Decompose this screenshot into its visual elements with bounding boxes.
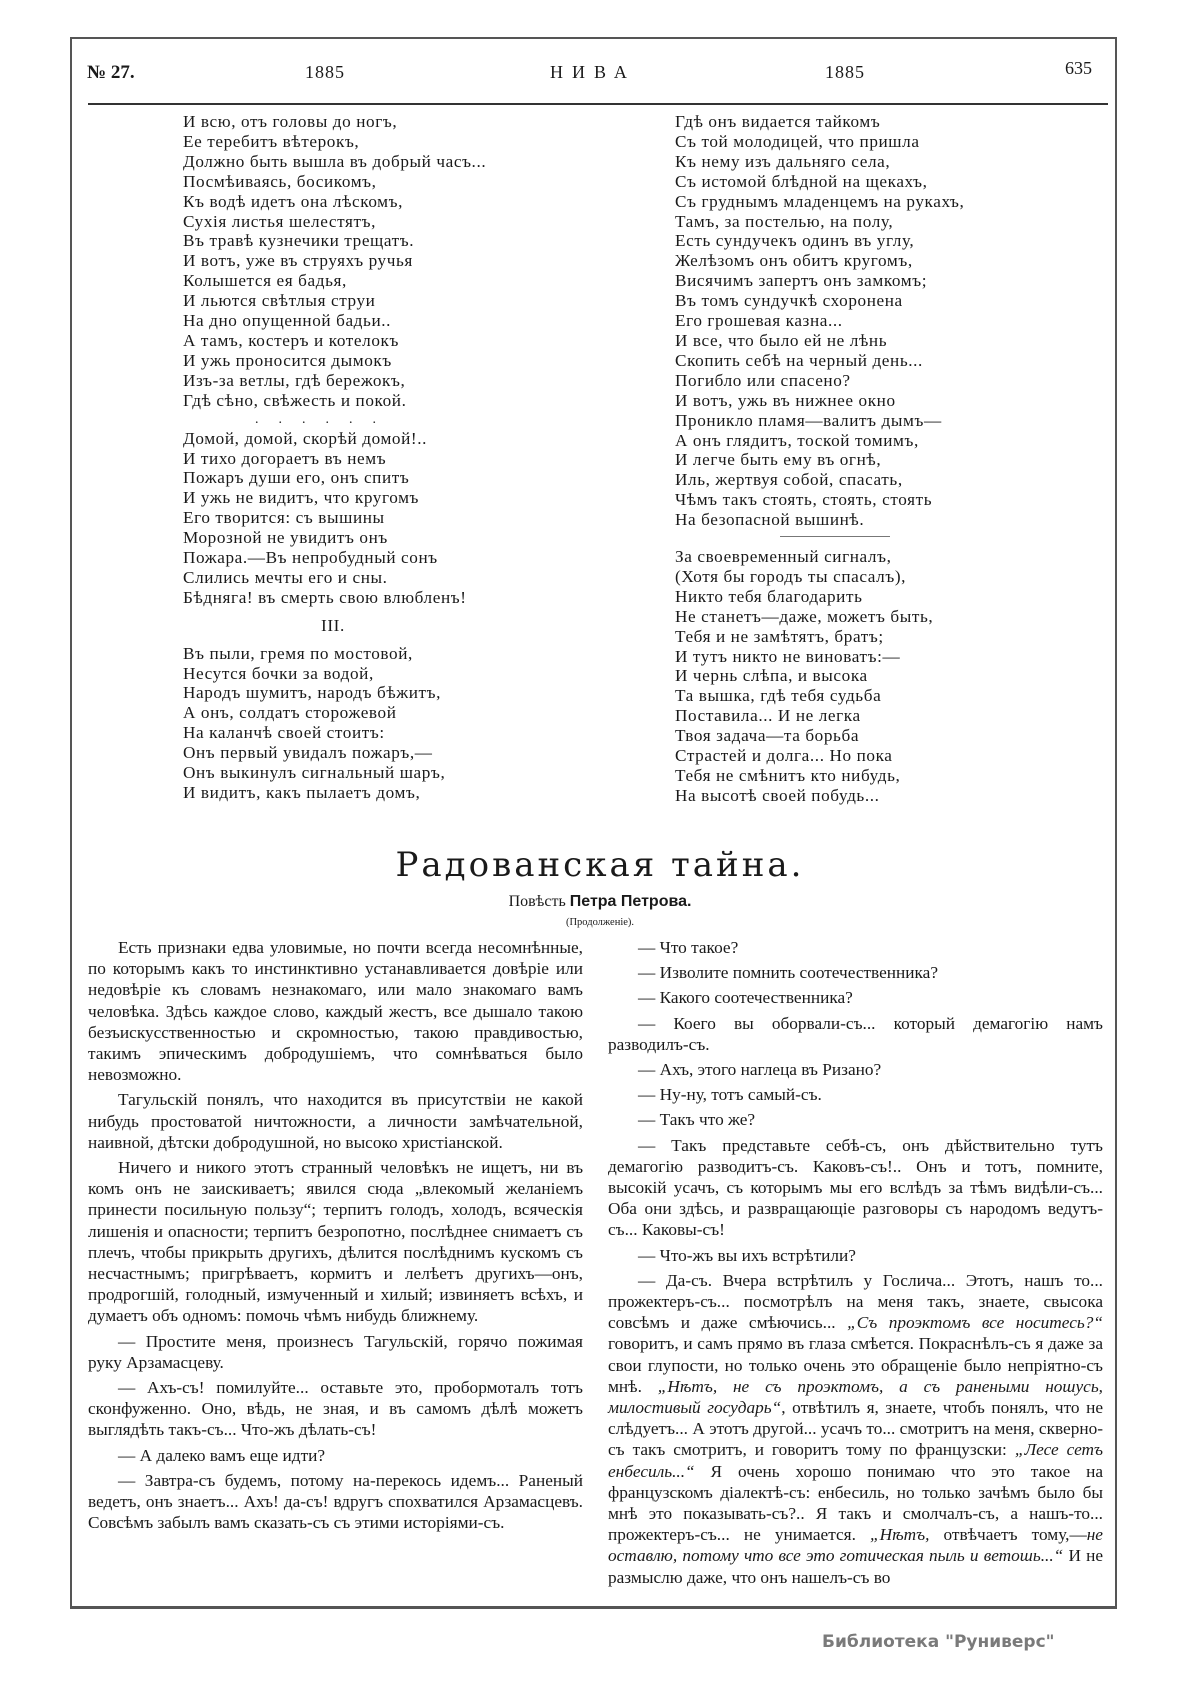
paragraph-text: И не размыслю даже, что онъ нашелъ-съ во (608, 1546, 1103, 1587)
story-paragraph (88, 1331, 583, 1373)
italic-quote: „Съ проэктомъ все носитесь?“ (847, 1313, 1103, 1333)
poem-line: Онъ выкинулъ сигнальный шаръ, (183, 763, 446, 783)
story-paragraph (88, 1157, 583, 1327)
poem-line: Гдѣ сѣно, свѣжесть и покой. (183, 390, 407, 410)
paragraph-text: Тагульскій понялъ, что находится въ присутствіи не какой нибудь простоватой ничтожности, а личности замѣчательной, наивной, дѣтски добродушной, но высоко христіанской. (88, 1090, 583, 1152)
poem-line: Посмѣиваясь, босикомъ, (183, 171, 377, 191)
section-numeral: III. (321, 615, 345, 635)
poem-line: Иль, жертвуя собой, спасать, (675, 470, 903, 490)
page-number: 635 (1065, 58, 1092, 78)
poem-line: Ее теребитъ вѣтерокъ, (183, 131, 360, 151)
poem-line: Проникло пламя—валитъ дымъ— (675, 410, 942, 430)
story-paragraph (88, 937, 583, 1085)
poem-line: И чернь слѣпа, и высока (675, 666, 868, 686)
story-paragraph (88, 1089, 583, 1153)
poem-line: И тихо догораетъ въ немъ (183, 448, 387, 468)
story-paragraph (608, 937, 1103, 958)
story-paragraph (88, 1377, 583, 1441)
paragraph-text: , отвѣтилъ я, знаете, чтобъ понялъ, что не слѣдуетъ... А этотъ другой... усачъ то... смотритъ на меня, скверно-съ такъ смотритъ, и говоритъ тому по французски: (608, 1398, 1103, 1460)
paragraph-text: — Коего вы оборвали-съ... который демагогію намъ разводилъ-съ. (608, 1013, 1103, 1054)
issue-number: № 27. (87, 62, 135, 83)
header-year-right: 1885 (825, 62, 865, 82)
paragraph-text: — Такъ представьте себѣ-съ, онъ дѣйствительно тутъ демагогію разводитъ-съ. Каковъ-съ!.. Онъ и тотъ, помните, высокій усачъ, съ которымъ мы его вслѣдъ за тѣмъ видѣли-съ... Оба они здѣсь, и развращающіе разговоры съ народомъ ведутъ-съ... Каковы-съ! (608, 1135, 1103, 1240)
paragraph-text: — А далеко вамъ еще идти? (118, 1445, 326, 1465)
poem-line: На высотѣ своей побудь... (675, 785, 880, 805)
poem-line: Пожара.—Въ непробудный сонъ (183, 548, 438, 568)
story-paragraph (88, 1445, 583, 1466)
story-paragraph (608, 1109, 1103, 1130)
poem-line: Его творится: съ вышины (183, 508, 385, 528)
poem-line: На безопасной вышинѣ. (675, 510, 865, 530)
poem-line: Чѣмъ такъ стоять, стоять, стоять (675, 490, 933, 510)
story-paragraph (608, 1270, 1103, 1588)
paragraph-text: — Изволите помнить соотечественника? (638, 963, 938, 983)
poem-line: Твоя задача—та борьба (675, 726, 860, 746)
paragraph-text: — Ну-ну, тотъ самый-съ. (638, 1085, 822, 1105)
poem-line: Въ травѣ кузнечики трещатъ. (183, 231, 415, 251)
poem-line: И вотъ, ужь въ нижнее окно (675, 390, 896, 410)
paragraph-text: — Ахъ, этого наглеца въ Ризано? (638, 1060, 882, 1080)
poem-line: Бѣдняга! въ смерть свою влюбленъ! (183, 587, 467, 607)
story-paragraph (608, 1245, 1103, 1266)
paragraph-text: — Такъ что же? (638, 1110, 756, 1130)
poem-line: И ужь проносится дымокъ (183, 350, 392, 370)
paragraph-text: — Какого соотечественника? (638, 988, 853, 1008)
poem-line: Съ той молодицей, что пришла (675, 131, 920, 151)
library-watermark: Библиотека "Руниверс" (822, 1632, 1055, 1652)
story-paragraph (608, 1084, 1103, 1105)
poem-line: На каланчѣ своей стоитъ: (183, 723, 385, 743)
poem-left-column (183, 112, 486, 803)
poem-line: Несутся бочки за водой, (183, 663, 374, 683)
poem-line: Должно быть вышла въ добрый часъ... (183, 151, 487, 171)
poem-line: Въ томъ сундучкѣ схоронена (675, 291, 903, 311)
poem-line: Его грошевая казна... (675, 311, 843, 331)
story-paragraph (608, 1135, 1103, 1241)
poem-line: Висячимъ запертъ онъ замкомъ; (675, 271, 928, 291)
paragraph-text: Ничего и никого этотъ странный человѣкъ не ищетъ, ни въ комъ онъ не заискиваетъ; явился сюда „влекомый желаніемъ принести посильную пользу“; терпитъ голодъ, холодъ, всяческія лишенія и опасности; терпитъ безропотно, послѣднее снимаетъ съ плечъ, чтобы прикрыть другихъ, дѣлится послѣднимъ кускомъ съ несчастнымъ; пригрѣваетъ, кормитъ и лелѣетъ другихъ—онъ, продрогшій, голодный, измученный и хилый; извиняетъ всѣхъ, и думаетъ объ одномъ: помочь чѣмъ нибудь ближнему. (88, 1158, 583, 1326)
poem-line: Съ истомой блѣдной на щекахъ, (675, 171, 928, 191)
page-header (75, 58, 1115, 92)
poem-line: Слились мечты его и сны. (183, 567, 388, 587)
poem-line: И всю, отъ головы до ногъ, (183, 112, 398, 131)
poem-line: Есть сундучекъ одинъ въ углу, (675, 231, 915, 251)
poem-line: И ужь не видитъ, что кругомъ (183, 488, 420, 508)
poem-line: Та вышка, гдѣ тебя судьба (675, 686, 882, 706)
poem-line: И легче быть ему въ огнѣ, (675, 450, 882, 470)
paragraph-text: Есть признаки едва уловимые, но почти всегда несомнѣнные, по которымъ какъ то инстинктивно устанавливается довѣріе или недовѣріе къ словамъ незнакомаго, или мало знакомаго вамъ человѣка. Здѣсь каждое слово, каждый жестъ, все дышало такою безъискусственностью и скромностью, такою правдивостью, такимъ эпическимъ добродушіемъ, что сомнѣваться было невозможно. (88, 938, 583, 1085)
story-paragraph (608, 1013, 1103, 1055)
subtitle-prefix: Повѣсть (508, 893, 566, 910)
paragraph-text: говоритъ, и самъ прямо въ глаза смѣется. Покраснѣлъ-съ я даже за свои глупости, но только очень это обращеніе было непріятно-съ мнѣ. (608, 1334, 1103, 1396)
poem-line: Съ груднымъ младенцемъ на рукахъ, (675, 191, 965, 211)
poem-line: И видитъ, какъ пылаетъ домъ, (183, 783, 421, 802)
poem-line: Колышется ея бадья, (183, 271, 347, 291)
poem-line: Поставила... И не легка (675, 706, 861, 726)
story-right-column (608, 937, 1103, 1592)
poem-line: Сухія листья шелестятъ, (183, 211, 376, 231)
poem-line: Тебя и не замѣтятъ, братъ; (675, 626, 884, 646)
story-author: Петра Петрова. (569, 893, 692, 910)
poem-line: Желѣзомъ онъ обитъ кругомъ, (675, 251, 913, 271)
paragraph-text: — Что такое? (638, 938, 739, 957)
poem-line: Въ пыли, гремя по мостовой, (183, 643, 413, 663)
poem-stanza (183, 112, 486, 411)
italic-quote: „Лесе сетъ енбесиль...“ (608, 1440, 1103, 1481)
italic-quote: „Нѣтъ, не съ проэктомъ, а съ ранеными ношусь, милостивый государь“ (608, 1376, 1103, 1418)
paragraph-text: — Что-жъ вы ихъ встрѣтили? (638, 1245, 856, 1265)
paragraph-text: — Завтра-съ будемъ, потому на-перекось идемъ... Раненый ведетъ, онъ знаетъ... Ахъ! да-съ! вдругъ спохватился Арзамасцевъ. Совсѣмъ забылъ вамъ сказать-съ съ этими исторіями-съ. (88, 1470, 583, 1533)
poem-line: И тутъ никто не виноватъ:— (675, 646, 901, 666)
italic-quote: „Нѣтъ, (870, 1525, 930, 1545)
poem-line: И вотъ, уже въ струяхъ ручья (183, 251, 413, 271)
poem-line: Страстей и долга... Но пока (675, 746, 893, 766)
poem-line: Тамъ, за постелью, на полу, (675, 211, 894, 231)
story-paragraph (608, 987, 1103, 1008)
poem-line: Пожаръ души его, онъ спитъ (183, 468, 410, 488)
poem-stanza (675, 547, 964, 806)
poem-line: Гдѣ онъ видается тайкомъ (675, 112, 881, 131)
paragraph-text: — Простите меня, произнесъ Тагульскій, горячо пожимая руку Арзамасцеву. (88, 1331, 583, 1372)
poem-line: И льются свѣтлыя струи (183, 291, 376, 311)
poem-right-column (675, 112, 964, 806)
poem-line: (Хотя бы городъ ты спасалъ), (675, 566, 907, 586)
story-subtitle (0, 893, 1200, 911)
story-paragraph (88, 1470, 583, 1534)
poem-line: Къ водѣ идетъ она лѣскомъ, (183, 191, 404, 211)
poem-line: Погибло или спасено? (675, 370, 851, 390)
poem-line: Тебя не смѣнитъ кто нибудь, (675, 766, 901, 785)
story-title: Радованская тайна. (395, 845, 805, 885)
poem-line: Никто тебя благодарить (675, 586, 863, 606)
poem-stanza (675, 112, 964, 530)
continuation-note: (Продолженіе). (565, 917, 635, 928)
paragraph-text: — Да-съ. Вчера встрѣтилъ у Гослича... Этотъ, нашъ то... прожектеръ-съ... посмотрѣлъ на меня такъ, знаете, свысока совсѣмъ и даже смѣючись... (608, 1270, 1103, 1333)
poem-line: Не станетъ—даже, можетъ быть, (675, 606, 934, 626)
paragraph-text: Я очень хорошо понимаю что это такое на французскомъ діалектѣ-съ: енбесиль, но только зачѣмъ было бы мнѣ это показывать-съ?.. Я такъ и смолчалъ-съ, а нашъ-то... прожектеръ-съ... не унимается. (608, 1461, 1103, 1545)
poem-line: А онъ глядитъ, тоской томимъ, (675, 430, 919, 450)
poem-line: На дно опущенной бадьи.. (183, 311, 392, 331)
story-paragraph (608, 1059, 1103, 1080)
poem-line: Морозной не увидитъ онъ (183, 528, 388, 548)
poem-line: За своевременный сигналъ, (675, 547, 892, 567)
header-year-left: 1885 (305, 62, 345, 82)
poem-line: Изъ-за ветлы, гдѣ бережокъ, (183, 370, 406, 390)
poem-line: А тамъ, костеръ и котелокъ (183, 330, 399, 350)
ellipsis-dots: ...... (255, 411, 396, 427)
story-paragraph (608, 962, 1103, 983)
poem-line: Домой, домой, скорѣй домой!.. (183, 428, 428, 448)
paragraph-text: — Ахъ-съ! помилуйте... оставьте это, пробормоталъ тотъ сконфуженно. Оно, вѣдь, не зная, и въ самомъ дѣлѣ можетъ выглядѣть такъ-съ... Что-жъ дѣлать-съ! (88, 1378, 583, 1440)
header-rule (88, 103, 1108, 105)
poem-line: Скопить себѣ на черный день... (675, 350, 923, 370)
poem-line: Къ нему изъ дальняго села, (675, 151, 891, 171)
stanza-divider (780, 536, 890, 537)
poem-stanza (183, 644, 486, 803)
magazine-title: НИВА (550, 62, 636, 82)
poem-line: И все, что было ей не лѣнь (675, 330, 888, 350)
poem-line: А онъ, солдатъ сторожевой (183, 703, 397, 723)
poem-line: Народъ шумитъ, народъ бѣжитъ, (183, 683, 442, 703)
story-left-column (88, 937, 583, 1537)
paragraph-text: отвѣчаетъ тому,— (929, 1525, 1087, 1545)
poem-line: Онъ первый увидалъ пожаръ,— (183, 743, 433, 763)
poem-stanza (183, 429, 486, 608)
italic-quote: не оставлю, потому что все это готическая пыль и ветошь...“ (608, 1525, 1103, 1566)
